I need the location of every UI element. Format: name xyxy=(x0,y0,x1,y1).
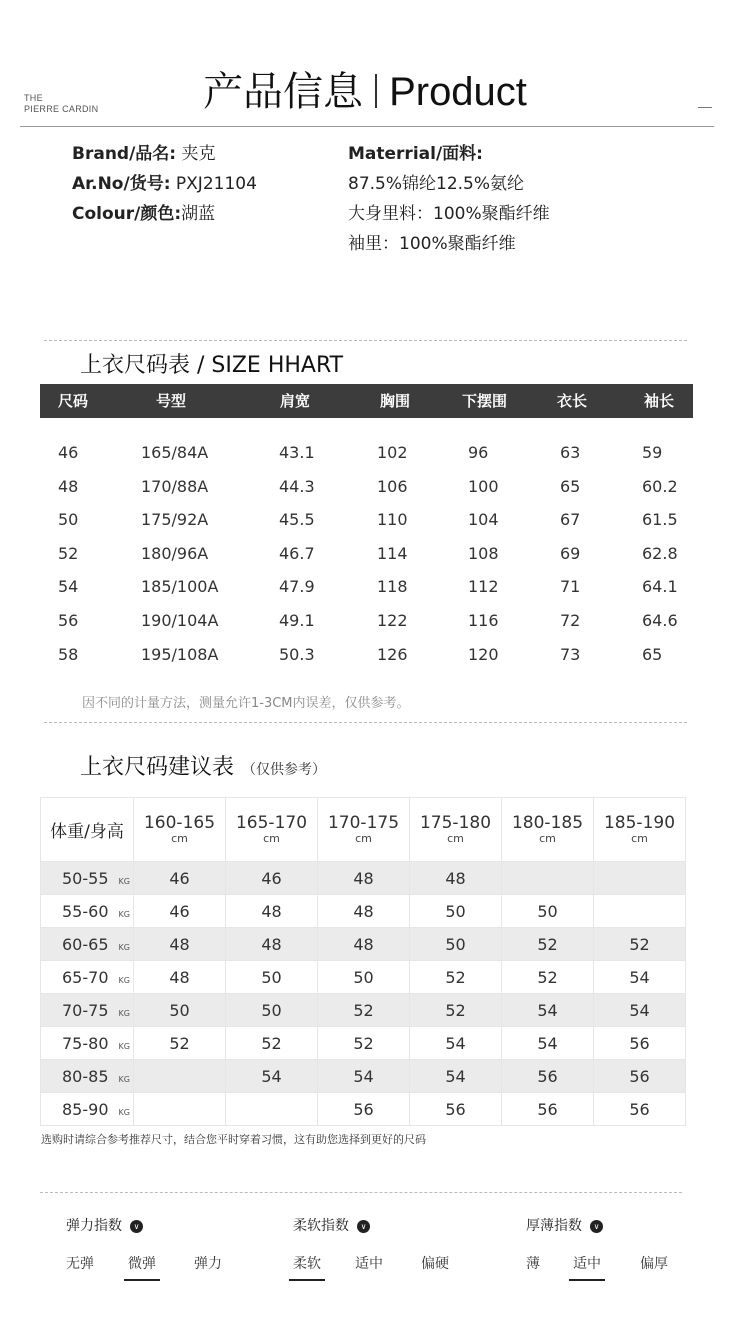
product-info-left xyxy=(72,139,257,229)
recommend-row xyxy=(41,928,686,961)
recommend-size-cell: 56 xyxy=(594,1027,686,1060)
section-divider xyxy=(44,340,687,341)
size-table-cell: 44.3 xyxy=(279,476,315,496)
weight-range: 65-70 xyxy=(62,967,109,987)
logo-line-2: PIERRE CARDIN xyxy=(24,104,99,114)
size-table-cell: 102 xyxy=(377,443,408,462)
size-table-cell: 61.5 xyxy=(642,510,678,530)
index-label-text: 弹力指数 xyxy=(66,1218,122,1234)
size-table-cell: 116 xyxy=(468,611,499,630)
recommend-size-cell: 54 xyxy=(594,961,686,994)
weight-cell xyxy=(41,1060,134,1093)
height-header-cell xyxy=(594,798,686,862)
recommend-size-cell xyxy=(134,1060,226,1093)
height-range: 175-180 xyxy=(419,813,492,833)
weight-unit: KG xyxy=(118,909,130,919)
size-table-cell: 190/104A xyxy=(141,611,219,630)
size-chart-title: 上衣尺码表 / SIZE HHART xyxy=(80,353,344,378)
recommend-size-cell: 48 xyxy=(226,895,318,928)
weight-range: 75-80 xyxy=(62,1033,109,1053)
recommend-size-cell: 48 xyxy=(410,862,502,895)
size-table-cell: 64.6 xyxy=(642,611,678,630)
recommend-row xyxy=(41,961,686,994)
recommend-size-cell: 54 xyxy=(594,994,686,1027)
size-recommend-table xyxy=(40,797,686,1126)
title-separator xyxy=(375,74,377,108)
recommend-size-cell xyxy=(226,1093,318,1126)
info-row-article xyxy=(72,169,257,199)
height-header-cell xyxy=(410,798,502,862)
size-table-cell: 96 xyxy=(468,443,489,462)
size-table-row xyxy=(40,638,693,672)
column-header: 袖长 xyxy=(644,392,675,410)
product-info-material xyxy=(348,139,550,259)
recommend-size-cell: 52 xyxy=(410,961,502,994)
index-label-text: 厚薄指数 xyxy=(526,1218,582,1234)
recommend-size-cell: 52 xyxy=(134,1027,226,1060)
size-table-cell: 67 xyxy=(560,510,581,530)
size-table-cell: 114 xyxy=(377,543,408,563)
info-value: 夹克 xyxy=(181,144,216,164)
weight-cell xyxy=(41,1027,134,1060)
info-key: Colour/颜色: xyxy=(72,204,182,224)
weight-range: 50-55 xyxy=(62,868,109,888)
weight-unit: KG xyxy=(118,942,130,952)
index-option: 柔软 xyxy=(293,1256,321,1272)
info-value: PXJ21104 xyxy=(175,174,257,194)
selected-indicator xyxy=(289,1279,325,1281)
size-table-cell: 175/92A xyxy=(141,510,209,530)
recommend-size-cell: 54 xyxy=(318,1060,410,1093)
size-table-row xyxy=(40,604,693,638)
size-table-cell: 49.1 xyxy=(279,611,315,630)
size-table-header xyxy=(40,384,693,418)
recommend-title xyxy=(80,750,326,781)
recommend-size-cell: 56 xyxy=(502,1093,594,1126)
chevron-down-icon: ∨ xyxy=(130,1220,143,1233)
material-line: 87.5%锦纶12.5%氨纶 xyxy=(348,174,525,194)
recommend-size-cell: 54 xyxy=(410,1060,502,1093)
weight-cell xyxy=(41,1093,134,1126)
size-table-cell: 195/108A xyxy=(141,644,219,664)
recommend-row xyxy=(41,1027,686,1060)
weight-cell xyxy=(41,994,134,1027)
size-table-cell: 64.1 xyxy=(642,577,678,597)
grid-corner-label: 体重/身高 xyxy=(41,798,134,862)
column-header: 衣长 xyxy=(557,392,588,410)
weight-range: 70-75 xyxy=(62,1000,109,1020)
size-table-cell: 100 xyxy=(468,476,499,496)
height-header-cell xyxy=(502,798,594,862)
size-table-row xyxy=(40,537,693,571)
height-header-cell xyxy=(226,798,318,862)
chevron-down-icon: ∨ xyxy=(590,1220,603,1233)
recommend-size-cell: 46 xyxy=(226,862,318,895)
recommend-size-cell: 52 xyxy=(502,928,594,961)
size-table-cell: 180/96A xyxy=(141,543,209,563)
size-table-cell: 122 xyxy=(377,611,408,630)
weight-range: 85-90 xyxy=(62,1099,109,1119)
size-table-cell: 46.7 xyxy=(279,543,315,563)
selected-indicator xyxy=(124,1279,160,1281)
size-table-cell: 43.1 xyxy=(279,443,315,462)
recommend-size-cell: 52 xyxy=(502,961,594,994)
size-table-cell: 52 xyxy=(58,543,79,563)
recommend-row xyxy=(41,1060,686,1093)
index-option: 偏硬 xyxy=(421,1256,449,1272)
size-table-cell: 65 xyxy=(642,644,663,664)
height-header-row xyxy=(41,798,686,862)
material-key: Materrial/面料: xyxy=(348,144,483,164)
weight-unit: KG xyxy=(118,1008,130,1018)
size-table-cell: 47.9 xyxy=(279,577,315,597)
index-option: 偏厚 xyxy=(640,1256,668,1272)
index-option: 弹力 xyxy=(194,1256,222,1272)
recommend-size-cell: 50 xyxy=(410,895,502,928)
weight-cell xyxy=(41,862,134,895)
info-row-colour xyxy=(72,199,257,229)
recommend-size-cell: 48 xyxy=(134,928,226,961)
weight-range: 80-85 xyxy=(62,1066,109,1086)
recommend-row xyxy=(41,994,686,1027)
size-table-cell: 58 xyxy=(58,644,79,664)
recommend-size-cell: 48 xyxy=(134,961,226,994)
size-table-cell: 71 xyxy=(560,577,581,597)
header-divider xyxy=(20,126,714,127)
recommend-size-cell: 52 xyxy=(318,1027,410,1060)
recommend-size-cell xyxy=(594,862,686,895)
size-table-cell: 50.3 xyxy=(279,644,315,664)
info-key: Brand/品名: xyxy=(72,144,177,164)
recommend-row xyxy=(41,1093,686,1126)
size-table-cell: 60.2 xyxy=(642,476,678,496)
column-header: 肩宽 xyxy=(280,392,311,410)
weight-cell xyxy=(41,928,134,961)
weight-unit: KG xyxy=(118,975,130,985)
recommend-size-cell: 56 xyxy=(318,1093,410,1126)
size-table-cell: 185/100A xyxy=(141,577,219,597)
header-tick xyxy=(698,107,712,108)
recommend-size-cell xyxy=(502,862,594,895)
column-header: 尺码 xyxy=(58,392,89,410)
height-header-cell xyxy=(134,798,226,862)
index-option: 适中 xyxy=(355,1256,383,1272)
recommend-title-text: 上衣尺码建议表 xyxy=(80,755,235,780)
index-label-text: 柔软指数 xyxy=(293,1218,349,1234)
size-chart-note: 因不同的计量方法，测量允许1-3CM内误差，仅供参考。 xyxy=(82,696,410,711)
size-table-row xyxy=(40,470,693,504)
recommend-size-cell: 52 xyxy=(410,994,502,1027)
height-unit: cm xyxy=(631,832,648,845)
weight-unit: KG xyxy=(118,876,130,886)
size-table-row xyxy=(40,436,693,470)
recommend-row xyxy=(41,862,686,895)
size-table-cell: 112 xyxy=(468,577,499,597)
index-label xyxy=(526,1215,603,1235)
recommend-size-cell: 50 xyxy=(410,928,502,961)
recommend-row xyxy=(41,895,686,928)
size-table-cell: 73 xyxy=(560,644,581,664)
size-table-cell: 54 xyxy=(58,577,79,597)
recommend-size-cell: 56 xyxy=(594,1060,686,1093)
index-label xyxy=(293,1215,370,1235)
weight-cell xyxy=(41,961,134,994)
column-header: 下摆围 xyxy=(462,392,508,410)
recommend-size-cell: 56 xyxy=(502,1060,594,1093)
recommend-size-cell: 48 xyxy=(318,895,410,928)
recommend-size-cell: 46 xyxy=(134,862,226,895)
material-line: 大身里料：100%聚酯纤维 xyxy=(348,204,550,224)
size-table-cell: 62.8 xyxy=(642,543,678,563)
section-divider xyxy=(40,1192,682,1193)
material-line: 袖里：100%聚酯纤维 xyxy=(348,234,516,254)
recommend-size-cell: 54 xyxy=(226,1060,318,1093)
size-table-cell: 108 xyxy=(468,543,499,563)
size-table-cell: 120 xyxy=(468,644,499,664)
index-option: 微弹 xyxy=(128,1256,156,1272)
chevron-down-icon: ∨ xyxy=(357,1220,370,1233)
size-table-cell: 104 xyxy=(468,510,499,530)
height-header-cell xyxy=(318,798,410,862)
size-table-cell: 56 xyxy=(58,611,79,630)
height-range: 180-185 xyxy=(511,813,584,833)
recommend-size-cell: 50 xyxy=(226,994,318,1027)
column-header: 号型 xyxy=(156,392,187,410)
height-unit: cm xyxy=(539,832,556,845)
size-table-cell: 46 xyxy=(58,443,79,462)
recommend-size-cell: 50 xyxy=(226,961,318,994)
recommend-size-cell: 52 xyxy=(318,994,410,1027)
column-header: 胸围 xyxy=(380,392,411,410)
size-table-cell: 65 xyxy=(560,476,581,496)
index-option: 无弹 xyxy=(66,1256,94,1272)
recommend-size-cell: 48 xyxy=(318,928,410,961)
recommend-size-cell: 52 xyxy=(594,928,686,961)
weight-unit: KG xyxy=(118,1107,130,1117)
height-range: 165-170 xyxy=(235,813,308,833)
page-title-en: Product xyxy=(389,70,527,114)
page-title-cn: 产品信息 xyxy=(203,70,364,114)
recommend-size-cell: 54 xyxy=(410,1027,502,1060)
recommend-size-cell: 48 xyxy=(318,862,410,895)
weight-range: 55-60 xyxy=(62,901,109,921)
info-value: 湖蓝 xyxy=(181,204,216,224)
weight-range: 60-65 xyxy=(62,934,109,954)
size-table-cell: 63 xyxy=(560,443,581,462)
size-table-cell: 59 xyxy=(642,443,663,462)
recommend-size-cell: 50 xyxy=(134,994,226,1027)
height-range: 160-165 xyxy=(143,813,216,833)
size-table-cell: 110 xyxy=(377,510,408,530)
size-table-row xyxy=(40,570,693,604)
selected-indicator xyxy=(569,1279,605,1281)
height-unit: cm xyxy=(355,832,372,845)
info-row-brand xyxy=(72,139,257,169)
size-table-cell: 72 xyxy=(560,611,581,630)
recommend-size-cell: 48 xyxy=(226,928,318,961)
size-table-cell: 170/88A xyxy=(141,476,209,496)
height-range: 170-175 xyxy=(327,813,400,833)
size-table-cell: 48 xyxy=(58,476,79,496)
size-table-cell: 118 xyxy=(377,577,408,597)
recommend-size-cell: 54 xyxy=(502,1027,594,1060)
size-table-cell: 106 xyxy=(377,476,408,496)
recommend-size-cell: 46 xyxy=(134,895,226,928)
recommend-size-cell xyxy=(594,895,686,928)
logo-line-1: THE xyxy=(24,93,43,103)
height-unit: cm xyxy=(171,832,188,845)
index-option: 薄 xyxy=(526,1256,540,1272)
height-unit: cm xyxy=(447,832,464,845)
index-label xyxy=(66,1215,143,1235)
size-table-cell: 165/84A xyxy=(141,443,209,462)
recommend-size-cell xyxy=(134,1093,226,1126)
recommend-title-note: （仅供参考） xyxy=(242,762,327,778)
size-table-cell: 69 xyxy=(560,543,581,563)
recommend-size-cell: 50 xyxy=(318,961,410,994)
info-key: Ar.No/货号: xyxy=(72,174,171,194)
size-table-row xyxy=(40,503,693,537)
height-range: 185-190 xyxy=(603,813,676,833)
weight-cell xyxy=(41,895,134,928)
weight-unit: KG xyxy=(118,1074,130,1084)
index-option: 适中 xyxy=(573,1256,601,1272)
section-divider xyxy=(44,722,687,723)
recommend-size-cell: 56 xyxy=(594,1093,686,1126)
page-title xyxy=(0,60,730,117)
size-table-cell: 45.5 xyxy=(279,510,315,530)
size-table-cell: 50 xyxy=(58,510,79,530)
weight-unit: KG xyxy=(118,1041,130,1051)
height-unit: cm xyxy=(263,832,280,845)
recommend-note: 选购时请综合参考推荐尺寸，结合您平时穿着习惯，这有助您选择到更好的尺码 xyxy=(41,1133,426,1146)
recommend-size-cell: 54 xyxy=(502,994,594,1027)
recommend-size-cell: 50 xyxy=(502,895,594,928)
recommend-size-cell: 52 xyxy=(226,1027,318,1060)
recommend-size-cell: 56 xyxy=(410,1093,502,1126)
size-table-cell: 126 xyxy=(377,644,408,664)
